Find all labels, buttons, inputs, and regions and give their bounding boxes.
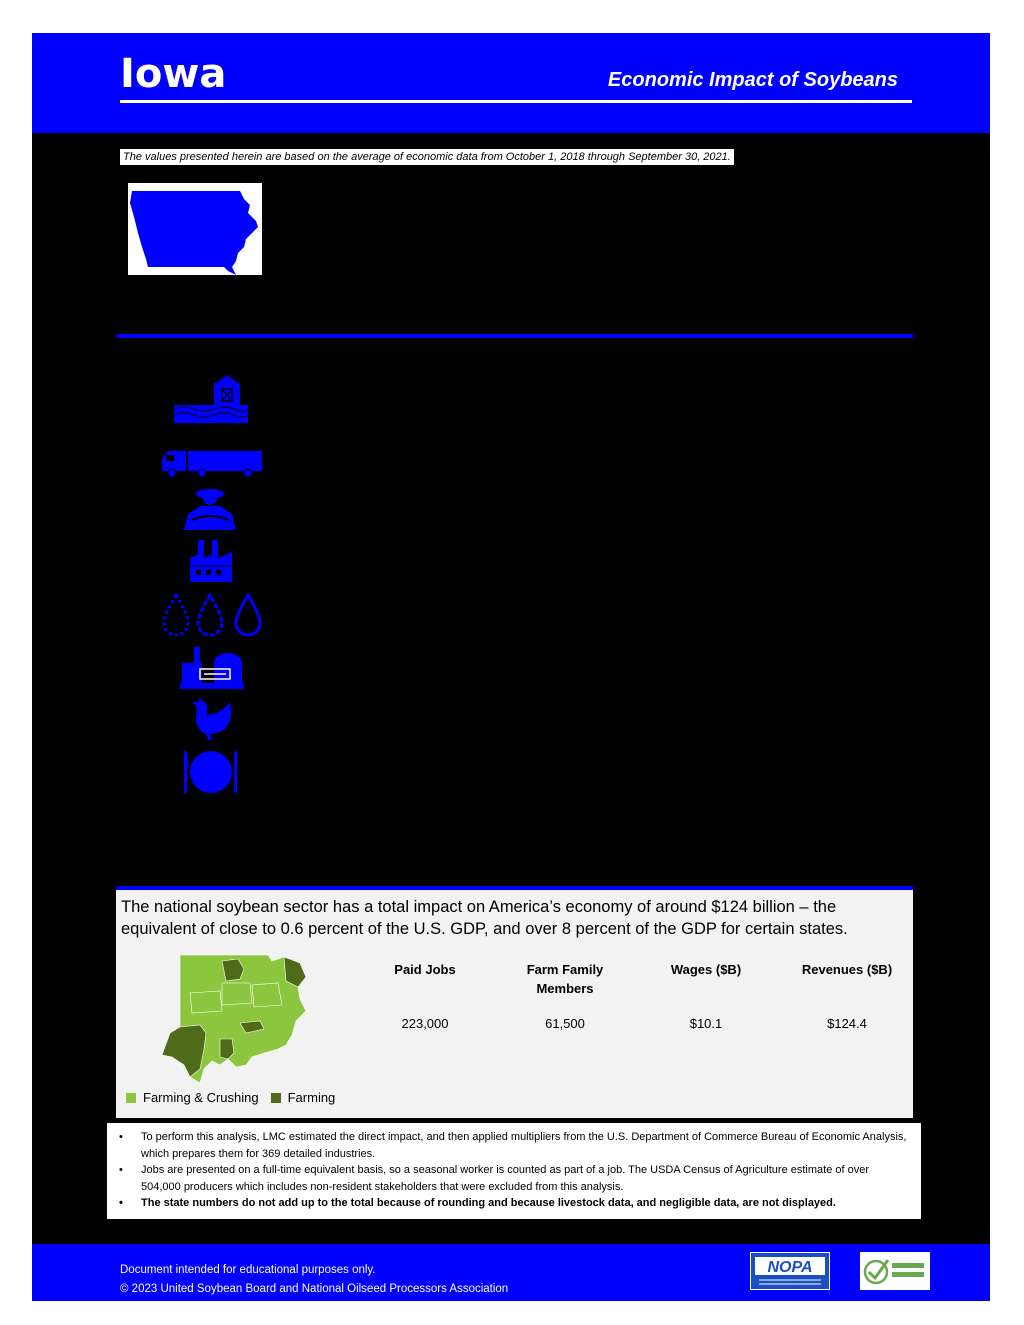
processing-plant-icon — [180, 643, 244, 689]
stat-label: Farm Family Members — [526, 962, 604, 996]
factory-icon — [188, 538, 234, 582]
truck-icon — [162, 447, 262, 477]
farm-icon — [174, 375, 248, 423]
legend-swatch-farming — [271, 1093, 281, 1103]
legend-label-farming-crushing: Farming & Crushing — [143, 1090, 259, 1105]
header-banner — [32, 33, 990, 133]
legend-swatch-farming-crushing — [126, 1093, 136, 1103]
stat-value: $10.1 — [689, 1016, 723, 1031]
nopa-logo[interactable] — [750, 1252, 830, 1290]
stat-value: 223,000 — [401, 1016, 449, 1031]
soy-checkoff-logo[interactable] — [860, 1252, 930, 1290]
period-note: The values presented herein are based on the average of economic data from October 1, 2018 through September 30, 2021. — [120, 149, 734, 165]
page — [32, 33, 990, 1301]
note-item: • The state numbers do not add up to the total because of rounding and because livestock data, and negligible data, are not displayed. — [117, 1195, 911, 1212]
header-rule — [120, 100, 912, 103]
nopa-logo-icon — [751, 1253, 829, 1289]
footer-disclaimer: Document intended for educational purposes only. — [120, 1264, 376, 1276]
footer-copyright: © 2023 United Soybean Board and National Oilseed Processors Association — [120, 1283, 509, 1295]
national-impact-text: The national soybean sector has a total impact on America’s economy of around $124 billion – the equivalent of close to 0.6 percent of the U.S. GDP, and over 8 percent of the GDP for certain states. — [121, 898, 848, 938]
plate-icon — [182, 749, 240, 795]
iowa-map-icon — [128, 183, 262, 275]
footer-banner — [32, 1244, 990, 1301]
stat-label: Revenues ($B) — [801, 962, 893, 977]
stat-label: Wages ($B) — [670, 962, 742, 977]
stat-value: 61,500 — [545, 1016, 585, 1031]
legend-label-farming: Farming — [287, 1090, 336, 1105]
checkoff-logo-icon — [860, 1252, 930, 1290]
note-item: • To perform this analysis, LMC estimated the direct impact, and then applied multipliers from the U.S. Department of Commerce Bureau of Economic Analysis, which prepares them for 369 detailed industries. — [117, 1129, 911, 1162]
methodology-notes — [107, 1123, 921, 1219]
national-impact-panel — [116, 890, 913, 1118]
state-name: Iowa — [120, 51, 227, 97]
note-item: • Jobs are presented on a full-time equivalent basis, so a seasonal worker is counted as part of a job. The USDA Census of Agriculture estimate of over 504,000 producers which includes non-resident stakeholders that were excluded from this analysis. — [117, 1162, 911, 1195]
section-rule — [116, 334, 913, 338]
svg-text:NOPA: NOPA — [767, 1259, 813, 1276]
stat-value: $124.4 — [827, 1016, 867, 1031]
report-title: Economic Impact of Soybeans — [607, 69, 898, 91]
oil-drops-icon — [162, 593, 262, 637]
stat-label: Paid Jobs — [394, 962, 456, 977]
state-map — [128, 183, 262, 275]
map-legend — [126, 1090, 347, 1105]
us-soybean-map — [160, 953, 320, 1085]
farmer-icon — [178, 486, 240, 530]
chicken-icon — [188, 696, 234, 742]
